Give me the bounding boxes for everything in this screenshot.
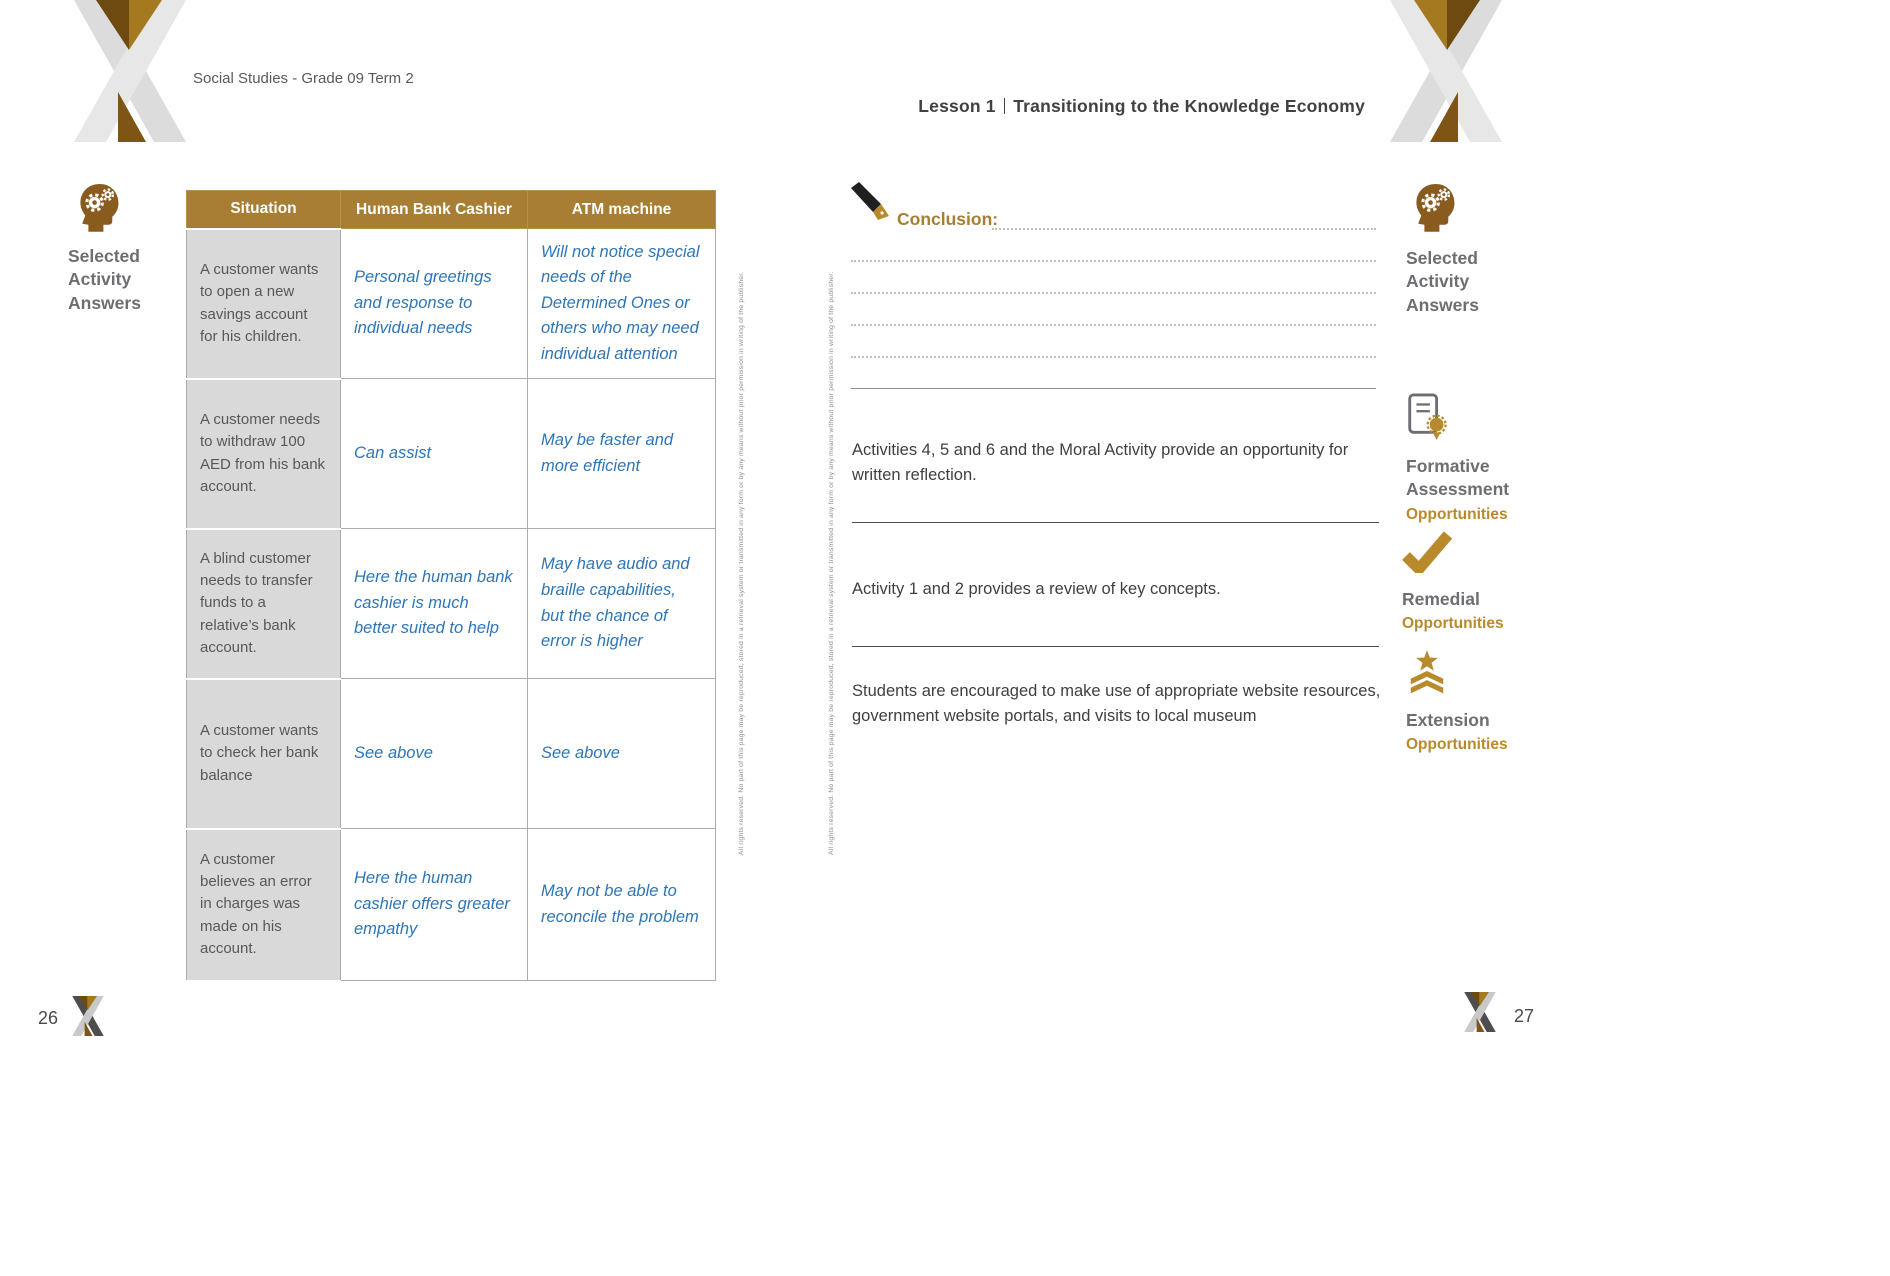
brand-logo-top-left-icon	[66, 0, 194, 142]
atm-answer-cell: May be faster and more efficient	[528, 379, 716, 529]
selected-activity-answers-label: Selected Activity Answers	[1406, 248, 1479, 315]
note-written-reflection: Activities 4, 5 and 6 and the Moral Activity provide an opportunity for written reflection.	[852, 441, 1349, 484]
answers-table	[186, 190, 716, 982]
extension-label: Extension	[1406, 710, 1490, 730]
writing-line	[851, 324, 1376, 326]
atm-answer-cell: See above	[528, 679, 716, 829]
column-header-atm: ATM machine	[528, 191, 716, 229]
extension-badge	[1406, 648, 1534, 755]
situation-cell: A customer needs to withdraw 100 AED from his bank account.	[187, 379, 341, 529]
formative-opportunities-label: Opportunities	[1406, 505, 1508, 523]
situation-cell: A blind customer needs to transfer funds to a relative’s bank account.	[187, 529, 341, 679]
page-number-left: 26	[38, 1008, 59, 1028]
table-row	[187, 529, 716, 679]
note-review-concepts: Activity 1 and 2 provides a review of key concepts.	[852, 580, 1221, 598]
selected-activity-answers-right	[1406, 182, 1534, 317]
table-header-row	[187, 191, 716, 229]
atm-answer-cell: May not be able to reconcile the problem	[528, 829, 716, 981]
conclusion-label: Conclusion:	[897, 209, 999, 229]
left-page-header: Social Studies - Grade 09 Term 2	[193, 70, 414, 87]
lesson-title: Transitioning to the Knowledge Economy	[1013, 96, 1365, 116]
column-header-cashier: Human Bank Cashier	[341, 191, 528, 229]
situation-cell: A customer wants to open a new savings account for his children.	[187, 229, 341, 379]
writing-line	[992, 228, 1376, 230]
writing-line	[851, 292, 1376, 294]
writing-line	[851, 388, 1376, 389]
separator-line	[852, 522, 1379, 523]
copyright-notice-left-page: All rights reserved. No part of this page may be reproduced, stored in a retrieval system or transmitted in any form or by any means without prior permission in writing of the publisher.	[738, 271, 745, 855]
remedial-badge	[1402, 531, 1530, 634]
note-website-resources: Students are encouraged to make use of appropriate website resources, government website portals, and visits to local museum	[852, 682, 1381, 725]
certificate-icon	[1406, 392, 1448, 445]
formative-assessment-badge	[1406, 392, 1534, 525]
header-divider	[1004, 98, 1006, 114]
brain-gears-icon	[1412, 182, 1458, 237]
right-page-header	[860, 96, 1365, 117]
cashier-answer-cell: Personal greetings and response to individual needs	[341, 229, 528, 379]
page-number-right: 27	[1514, 1006, 1535, 1026]
writing-line	[851, 356, 1376, 358]
cashier-answer-cell: Here the human bank cashier is much better suited to help	[341, 529, 528, 679]
brand-logo-bottom-right-icon	[1462, 992, 1498, 1032]
brand-logo-bottom-left-icon	[70, 996, 106, 1036]
table-row	[187, 229, 716, 379]
column-header-situation: Situation	[187, 191, 341, 229]
remedial-opportunities-label: Opportunities	[1402, 615, 1504, 633]
cashier-answer-cell: See above	[341, 679, 528, 829]
situation-cell: A customer wants to check her bank balance	[187, 679, 341, 829]
atm-answer-cell: May have audio and braille capabilities, but the chance of error is higher	[528, 529, 716, 679]
lesson-number: Lesson 1	[918, 96, 996, 116]
table-row	[187, 829, 716, 981]
selected-activity-answers-label: Selected Activity Answers	[68, 246, 141, 313]
star-chevrons-icon	[1406, 648, 1448, 699]
situation-cell: A customer believes an error in charges was made on his account.	[187, 829, 341, 981]
remedial-label: Remedial	[1402, 589, 1480, 609]
brand-logo-top-right-icon	[1382, 0, 1510, 142]
formative-assessment-label: Formative Assessment	[1406, 456, 1510, 500]
copyright-notice-right-page: All rights reserved. No part of this page may be reproduced, stored in a retrieval system or transmitted in any form or by any means without prior permission in writing of the publisher.	[828, 271, 835, 855]
table-row	[187, 679, 716, 829]
writing-line	[851, 260, 1376, 262]
cashier-answer-cell: Can assist	[341, 379, 528, 529]
atm-answer-cell: Will not notice special needs of the Determined Ones or others who may need individual attention	[528, 229, 716, 379]
separator-line	[852, 646, 1379, 647]
selected-activity-answers-left	[68, 182, 180, 315]
brain-gears-icon	[76, 182, 122, 237]
checkmark-icon	[1402, 531, 1452, 578]
cashier-answer-cell: Here the human cashier offers greater empathy	[341, 829, 528, 981]
table-row	[187, 379, 716, 529]
extension-opportunities-label: Opportunities	[1406, 736, 1508, 754]
pen-icon	[849, 182, 891, 222]
